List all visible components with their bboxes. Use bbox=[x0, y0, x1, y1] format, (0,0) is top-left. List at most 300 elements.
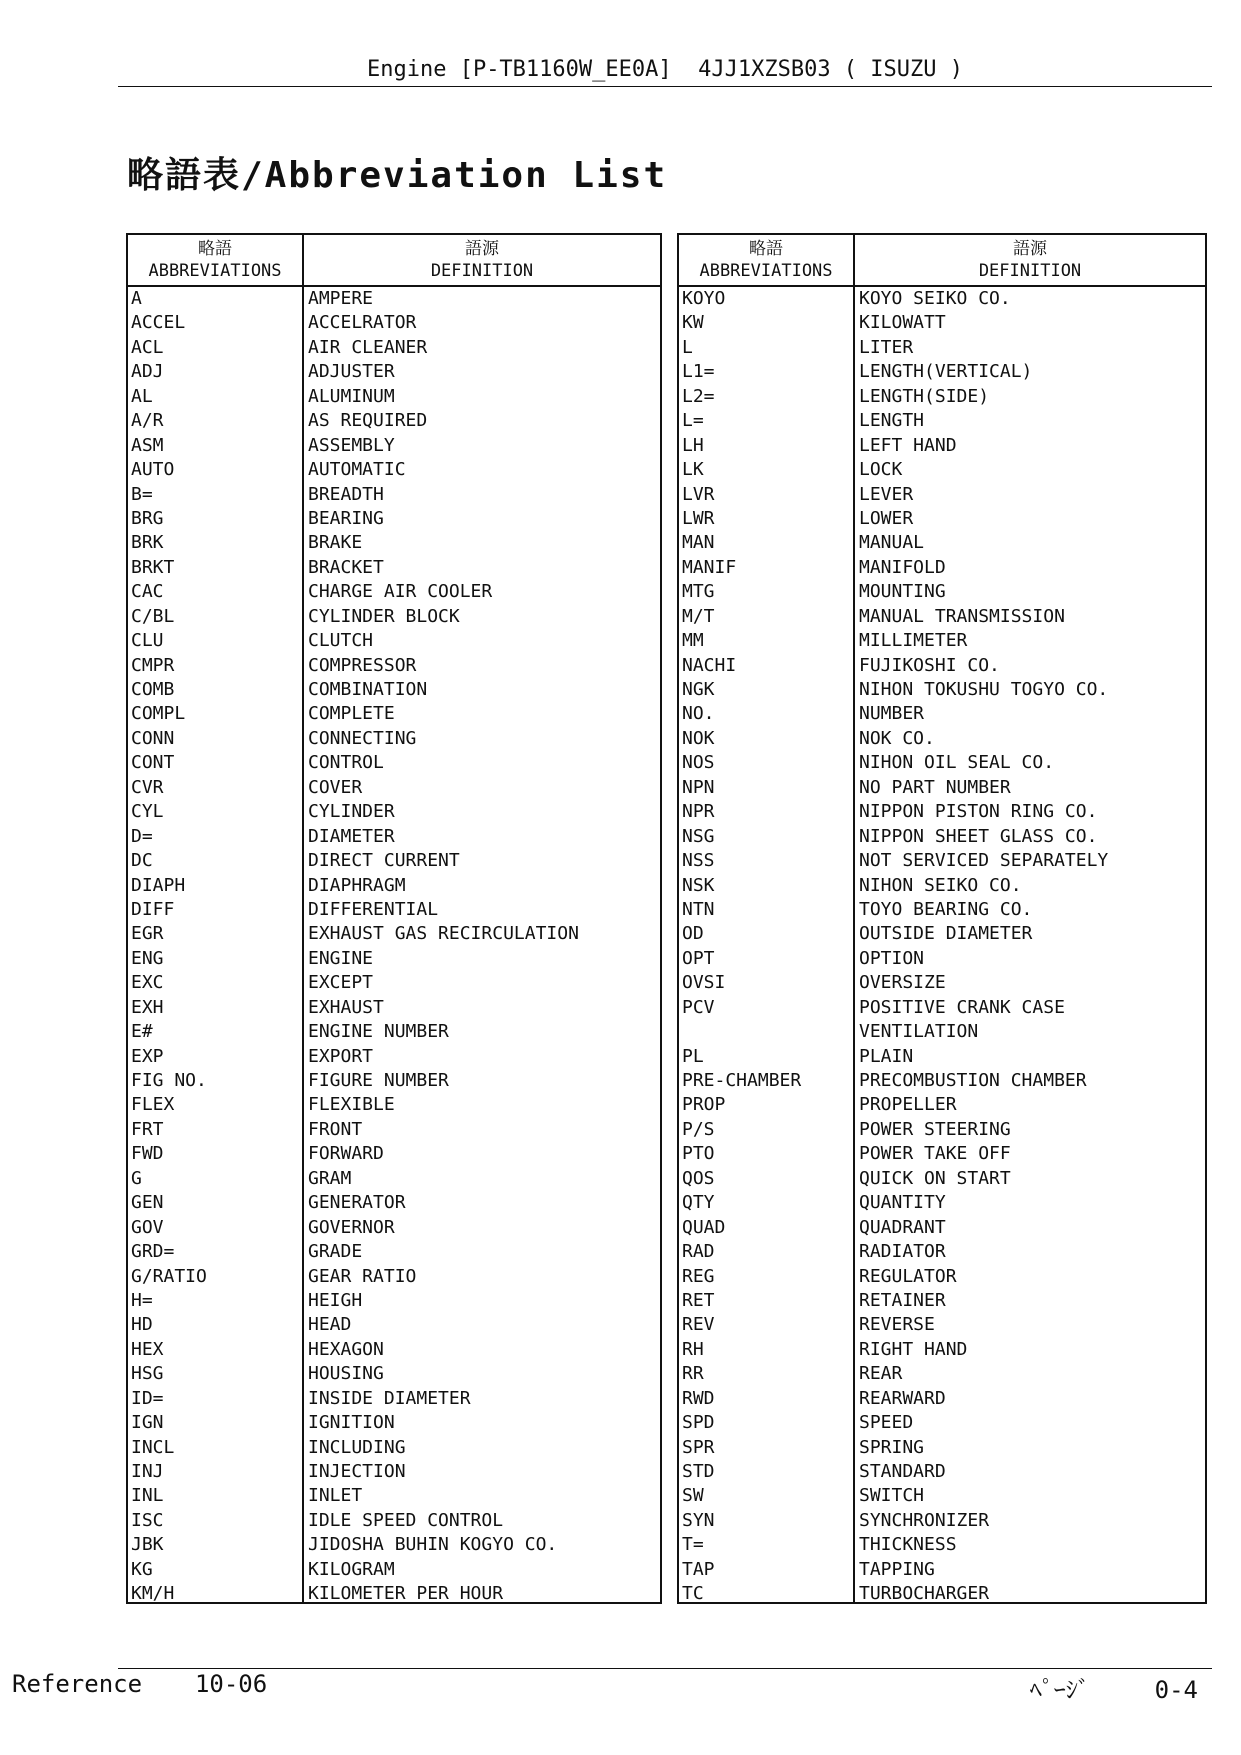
abbreviation-cell: KOYO bbox=[682, 288, 726, 309]
abbreviation-cell: NO. bbox=[682, 703, 715, 725]
table-row bbox=[128, 531, 660, 555]
definition-cell: AUTOMATIC bbox=[308, 459, 406, 481]
table-row bbox=[128, 507, 660, 531]
definition-cell: RADIATOR bbox=[859, 1241, 946, 1263]
table-row bbox=[128, 1093, 660, 1117]
table-row bbox=[128, 1142, 660, 1166]
abbreviation-cell: INJ bbox=[131, 1461, 164, 1482]
definition-cell: DIRECT CURRENT bbox=[308, 850, 460, 872]
abbreviation-cell: REV bbox=[682, 1314, 715, 1336]
footer-page bbox=[1030, 1670, 1198, 1705]
table-row bbox=[128, 1411, 660, 1435]
footer-rule bbox=[118, 1668, 1212, 1669]
table-row bbox=[679, 1313, 1205, 1337]
definition-cell: LITER bbox=[859, 336, 914, 358]
abbreviation-cell: SYN bbox=[682, 1509, 715, 1531]
table-row bbox=[679, 1240, 1205, 1264]
abbreviation-cell: NOK bbox=[682, 727, 715, 749]
definition-cell: AS REQUIRED bbox=[308, 410, 428, 432]
abbreviation-cell: QOS bbox=[682, 1167, 715, 1189]
abbreviation-cell: H= bbox=[131, 1289, 153, 1311]
definition-cell: NIPPON PISTON RING CO. bbox=[859, 801, 1098, 823]
abbreviation-cell: DIFF bbox=[131, 898, 175, 920]
abbreviation-cell: COMB bbox=[131, 679, 175, 700]
table-row bbox=[679, 678, 1205, 702]
definition-cell: PLAIN bbox=[859, 1045, 914, 1067]
abbreviation-cell: ISC bbox=[131, 1509, 164, 1531]
abbreviation-cell: PL bbox=[682, 1045, 704, 1067]
abbreviation-cell: CLU bbox=[131, 630, 164, 652]
table-row bbox=[128, 971, 660, 995]
definition-cell: GOVERNOR bbox=[308, 1216, 395, 1238]
abbreviation-cell: HD bbox=[131, 1314, 153, 1336]
abbreviation-cell: BRG bbox=[131, 507, 164, 529]
abbreviation-cell: REG bbox=[682, 1265, 715, 1287]
column-divider bbox=[853, 287, 855, 1604]
definition-cell: THICKNESS bbox=[859, 1534, 957, 1556]
abbreviation-cell: M/T bbox=[682, 605, 715, 627]
abbreviation-cell: OPT bbox=[682, 947, 715, 969]
abbreviation-cell: AL bbox=[131, 385, 153, 407]
abbr-header-en: ABBREVIATIONS bbox=[699, 261, 833, 281]
table-row bbox=[128, 898, 660, 922]
table-header bbox=[679, 235, 1205, 287]
definition-cell: QUADRANT bbox=[859, 1216, 946, 1238]
definition-cell: RIGHT HAND bbox=[859, 1338, 968, 1360]
abbreviation-cell: CONT bbox=[131, 752, 175, 774]
definition-cell: COMBINATION bbox=[308, 679, 428, 700]
abbreviation-cell: A bbox=[131, 288, 142, 309]
table-row bbox=[128, 287, 660, 311]
abbreviation-cell: G bbox=[131, 1167, 142, 1189]
table-row bbox=[679, 1289, 1205, 1313]
table-row bbox=[128, 1338, 660, 1362]
table-header bbox=[128, 235, 660, 287]
abbreviation-cell: SW bbox=[682, 1485, 704, 1507]
abbreviation-cell: EXH bbox=[131, 996, 164, 1018]
table-row bbox=[679, 311, 1205, 335]
definition-cell: NOT SERVICED SEPARATELY bbox=[859, 850, 1109, 872]
table-row bbox=[128, 654, 660, 678]
definition-cell: MILLIMETER bbox=[859, 630, 968, 652]
table-row bbox=[128, 556, 660, 580]
definition-cell: FIGURE NUMBER bbox=[308, 1070, 449, 1091]
abbreviation-cell: TAP bbox=[682, 1558, 715, 1580]
definition-cell: ENGINE NUMBER bbox=[308, 1021, 449, 1043]
abbreviation-cell: C/BL bbox=[131, 605, 175, 627]
table-row bbox=[128, 922, 660, 946]
column-divider bbox=[302, 287, 304, 1604]
table-row bbox=[679, 702, 1205, 726]
definition-cell: INSIDE DIAMETER bbox=[308, 1387, 471, 1409]
table-row bbox=[679, 1387, 1205, 1411]
definition-cell: BRACKET bbox=[308, 556, 384, 578]
table-row bbox=[128, 336, 660, 360]
abbreviation-cell: EXC bbox=[131, 972, 164, 994]
abbreviation-cell: ASM bbox=[131, 434, 164, 456]
abbreviation-cell: L bbox=[682, 336, 693, 358]
abbreviation-cell: ACCEL bbox=[131, 312, 186, 334]
table-row bbox=[128, 702, 660, 726]
abbreviation-cell: OD bbox=[682, 923, 704, 945]
definition-cell: JIDOSHA BUHIN KOGYO CO. bbox=[308, 1534, 558, 1556]
table-row bbox=[679, 849, 1205, 873]
definition-cell: ALUMINUM bbox=[308, 385, 395, 407]
definition-cell: REAR bbox=[859, 1363, 903, 1385]
definition-cell: POWER STEERING bbox=[859, 1118, 1011, 1140]
table-row bbox=[679, 1484, 1205, 1508]
table-row bbox=[128, 1191, 660, 1215]
definition-cell: COMPLETE bbox=[308, 703, 395, 725]
definition-cell: DIAPHRAGM bbox=[308, 874, 406, 896]
table-row bbox=[679, 483, 1205, 507]
abbreviation-cell: SPR bbox=[682, 1436, 715, 1458]
table-row bbox=[679, 1338, 1205, 1362]
definition-cell: GEAR RATIO bbox=[308, 1265, 417, 1287]
abbreviation-cell: JBK bbox=[131, 1534, 164, 1556]
table-row bbox=[679, 580, 1205, 604]
definition-cell: KILOGRAM bbox=[308, 1558, 395, 1580]
definition-cell: RETAINER bbox=[859, 1289, 946, 1311]
definition-cell: NUMBER bbox=[859, 703, 925, 725]
definition-cell: KILOWATT bbox=[859, 312, 946, 334]
table-row bbox=[679, 751, 1205, 775]
definition-cell: LOWER bbox=[859, 507, 914, 529]
abbreviation-cell: BRK bbox=[131, 532, 164, 554]
table-row bbox=[679, 727, 1205, 751]
definition-cell: NIPPON SHEET GLASS CO. bbox=[859, 825, 1098, 847]
table-row bbox=[679, 825, 1205, 849]
abbreviation-cell: MAN bbox=[682, 532, 715, 554]
abbreviation-cell: NPR bbox=[682, 801, 715, 823]
page-header bbox=[118, 56, 1212, 87]
definition-cell: MOUNTING bbox=[859, 581, 946, 603]
abbreviation-cell: IGN bbox=[131, 1412, 164, 1434]
definition-cell: REARWARD bbox=[859, 1387, 946, 1409]
table-row bbox=[128, 751, 660, 775]
abbreviation-cell: LH bbox=[682, 434, 704, 456]
abbreviation-cell: EXP bbox=[131, 1045, 164, 1067]
abbr-header-ja: 略語 bbox=[749, 239, 783, 259]
table-row bbox=[679, 1216, 1205, 1240]
table-row bbox=[679, 947, 1205, 971]
table-row bbox=[128, 311, 660, 335]
table-row bbox=[679, 1582, 1205, 1606]
table-row bbox=[679, 360, 1205, 384]
abbreviation-cell: NSS bbox=[682, 850, 715, 872]
abbreviation-cell: INCL bbox=[131, 1436, 175, 1458]
table-row bbox=[679, 1411, 1205, 1435]
page-number: 0-4 bbox=[1154, 1676, 1198, 1704]
table-row bbox=[679, 1558, 1205, 1582]
table-row bbox=[679, 874, 1205, 898]
abbreviation-cell: LWR bbox=[682, 507, 715, 529]
table-row bbox=[128, 800, 660, 824]
definition-cell: LENGTH(VERTICAL) bbox=[859, 361, 1033, 383]
abbr-header-ja: 略語 bbox=[198, 239, 232, 259]
definition-cell: CONNECTING bbox=[308, 727, 417, 749]
table-body bbox=[128, 287, 660, 1604]
abbreviation-cell: RH bbox=[682, 1338, 704, 1360]
definition-cell: INCLUDING bbox=[308, 1436, 406, 1458]
table-row bbox=[128, 996, 660, 1020]
definition-cell: ACCELRATOR bbox=[308, 312, 417, 334]
table-row bbox=[128, 825, 660, 849]
definition-cell: EXHAUST bbox=[308, 996, 384, 1018]
abbreviation-cell: STD bbox=[682, 1461, 715, 1482]
definition-cell: MANIFOLD bbox=[859, 556, 946, 578]
abbreviation-cell: MM bbox=[682, 630, 704, 652]
definition-cell: SPEED bbox=[859, 1412, 914, 1434]
abbreviation-cell: NOS bbox=[682, 752, 715, 774]
header-title: Engine [P-TB1160W_EE0A] 4JJ1XZSB03 ( ISUZU ) bbox=[366, 57, 964, 82]
table-row bbox=[128, 1020, 660, 1044]
definition-cell: STANDARD bbox=[859, 1461, 946, 1482]
definition-cell: HEIGH bbox=[308, 1289, 363, 1311]
abbreviation-cell: HEX bbox=[131, 1338, 164, 1360]
abbreviation-cell: HSG bbox=[131, 1363, 164, 1385]
definition-cell: COVER bbox=[308, 776, 363, 798]
definition-cell: ASSEMBLY bbox=[308, 434, 395, 456]
definition-cell: CONTROL bbox=[308, 752, 384, 774]
table-row bbox=[128, 1436, 660, 1460]
table-row bbox=[679, 1533, 1205, 1557]
table-row bbox=[679, 1460, 1205, 1484]
definition-cell: POSITIVE CRANK CASE bbox=[859, 996, 1065, 1018]
definition-cell: DIFFERENTIAL bbox=[308, 898, 439, 920]
abbreviation-cell bbox=[679, 1020, 855, 1044]
table-row bbox=[679, 1020, 1205, 1044]
table-row bbox=[679, 1436, 1205, 1460]
table-row bbox=[128, 629, 660, 653]
abbreviation-cell: RR bbox=[682, 1363, 704, 1385]
definition-cell: FRONT bbox=[308, 1118, 363, 1140]
definition-cell: MANUAL TRANSMISSION bbox=[859, 605, 1065, 627]
table-row bbox=[128, 1313, 660, 1337]
definition-cell: CYLINDER BLOCK bbox=[308, 605, 460, 627]
definition-cell: MANUAL bbox=[859, 532, 925, 554]
definition-cell: OPTION bbox=[859, 947, 925, 969]
table-row bbox=[679, 1167, 1205, 1191]
abbreviation-cell: OVSI bbox=[682, 972, 726, 994]
abbreviation-cell: DIAPH bbox=[131, 874, 186, 896]
table-row bbox=[679, 1362, 1205, 1386]
definition-cell: BREADTH bbox=[308, 483, 384, 505]
abbreviation-table-right bbox=[677, 233, 1207, 1604]
table-row bbox=[128, 776, 660, 800]
table-row bbox=[679, 409, 1205, 433]
abbreviation-cell: ENG bbox=[131, 947, 164, 969]
definition-cell: EXCEPT bbox=[308, 972, 374, 994]
table-row bbox=[679, 776, 1205, 800]
abbreviation-cell: FLEX bbox=[131, 1094, 175, 1116]
abbreviation-cell: PTO bbox=[682, 1143, 715, 1165]
abbreviation-cell: FRT bbox=[131, 1118, 164, 1140]
table-row bbox=[128, 605, 660, 629]
definition-cell: QUICK ON START bbox=[859, 1167, 1011, 1189]
definition-cell: TAPPING bbox=[859, 1558, 935, 1580]
definition-cell: GRAM bbox=[308, 1167, 352, 1189]
definition-cell: BEARING bbox=[308, 507, 384, 529]
table-row bbox=[679, 287, 1205, 311]
abbreviation-cell: CVR bbox=[131, 776, 164, 798]
definition-cell: LENGTH bbox=[859, 410, 925, 432]
table-row bbox=[128, 1216, 660, 1240]
table-body bbox=[679, 287, 1205, 1604]
table-row bbox=[679, 434, 1205, 458]
definition-cell: HEAD bbox=[308, 1314, 352, 1336]
def-header-en: DEFINITION bbox=[430, 261, 534, 281]
abbreviation-cell: RET bbox=[682, 1289, 715, 1311]
table-row bbox=[128, 678, 660, 702]
definition-cell: EXPORT bbox=[308, 1045, 374, 1067]
definition-cell: IDLE SPEED CONTROL bbox=[308, 1509, 504, 1531]
definition-cell: KILOMETER PER HOUR bbox=[308, 1583, 504, 1605]
definition-cell: NIHON TOKUSHU TOGYO CO. bbox=[859, 679, 1109, 700]
table-row bbox=[128, 483, 660, 507]
definition-cell: FUJIKOSHI CO. bbox=[859, 654, 1000, 676]
abbreviation-cell: GEN bbox=[131, 1192, 164, 1214]
abbreviation-cell: NSG bbox=[682, 825, 715, 847]
table-row bbox=[679, 1265, 1205, 1289]
abbreviation-cell: ACL bbox=[131, 336, 164, 358]
def-header-ja: 語源 bbox=[465, 239, 499, 259]
table-row bbox=[679, 531, 1205, 555]
reference-label: Reference bbox=[12, 1670, 143, 1698]
abbreviation-cell: D= bbox=[131, 825, 153, 847]
definition-cell: CYLINDER bbox=[308, 801, 395, 823]
definition-cell: COMPRESSOR bbox=[308, 654, 417, 676]
abbreviation-cell: AUTO bbox=[131, 459, 175, 481]
definition-cell: KOYO SEIKO CO. bbox=[859, 288, 1011, 309]
table-row bbox=[679, 1045, 1205, 1069]
abbreviation-cell: L2= bbox=[682, 385, 715, 407]
table-row bbox=[679, 898, 1205, 922]
definition-cell: GENERATOR bbox=[308, 1192, 406, 1214]
definition-cell: EXHAUST GAS RECIRCULATION bbox=[308, 923, 579, 945]
abbreviation-cell: G/RATIO bbox=[131, 1265, 207, 1287]
abbreviation-cell: DC bbox=[131, 850, 153, 872]
table-row bbox=[679, 385, 1205, 409]
definition-cell: FORWARD bbox=[308, 1143, 384, 1165]
definition-cell: POWER TAKE OFF bbox=[859, 1143, 1011, 1165]
table-row bbox=[679, 629, 1205, 653]
abbreviation-cell: GRD= bbox=[131, 1241, 175, 1263]
table-row bbox=[128, 1265, 660, 1289]
definition-cell: VENTILATION bbox=[859, 1021, 979, 1043]
table-row bbox=[128, 1387, 660, 1411]
definition-cell: LOCK bbox=[859, 459, 903, 481]
table-row bbox=[679, 996, 1205, 1020]
abbreviation-cell: NGK bbox=[682, 679, 715, 700]
abbreviation-cell: GOV bbox=[131, 1216, 164, 1238]
table-row bbox=[679, 1093, 1205, 1117]
table-row bbox=[128, 580, 660, 604]
abbreviation-cell: A/R bbox=[131, 410, 164, 432]
definition-cell: QUANTITY bbox=[859, 1192, 946, 1214]
abbreviation-cell: KG bbox=[131, 1558, 153, 1580]
table-row bbox=[128, 849, 660, 873]
abbreviation-cell: CONN bbox=[131, 727, 175, 749]
abbreviation-cell: PRE-CHAMBER bbox=[682, 1070, 802, 1091]
definition-cell: HOUSING bbox=[308, 1363, 384, 1385]
definition-cell: NIHON OIL SEAL CO. bbox=[859, 752, 1055, 774]
definition-cell: OUTSIDE DIAMETER bbox=[859, 923, 1033, 945]
abbreviation-cell: KW bbox=[682, 312, 704, 334]
abbreviation-cell: RAD bbox=[682, 1241, 715, 1263]
reference-value: 10-06 bbox=[194, 1670, 268, 1698]
abbreviation-cell: LVR bbox=[682, 483, 715, 505]
table-row bbox=[679, 556, 1205, 580]
table-row bbox=[128, 1582, 660, 1606]
table-row bbox=[128, 1045, 660, 1069]
abbreviation-cell: CAC bbox=[131, 581, 164, 603]
table-row bbox=[128, 1118, 660, 1142]
definition-cell: OVERSIZE bbox=[859, 972, 946, 994]
table-row bbox=[679, 336, 1205, 360]
definition-cell: SWITCH bbox=[859, 1485, 925, 1507]
table-row bbox=[679, 1118, 1205, 1142]
definition-cell: LENGTH(SIDE) bbox=[859, 385, 990, 407]
definition-cell: HEXAGON bbox=[308, 1338, 384, 1360]
definition-cell: SYNCHRONIZER bbox=[859, 1509, 990, 1531]
table-row bbox=[128, 1484, 660, 1508]
definition-cell: CLUTCH bbox=[308, 630, 374, 652]
table-row bbox=[128, 1240, 660, 1264]
table-row bbox=[679, 1191, 1205, 1215]
abbreviation-cell: TC bbox=[682, 1583, 704, 1605]
table-row bbox=[128, 727, 660, 751]
table-row bbox=[679, 1509, 1205, 1533]
definition-cell: NIHON SEIKO CO. bbox=[859, 874, 1022, 896]
abbreviation-cell: PCV bbox=[682, 996, 715, 1018]
table-row bbox=[128, 1167, 660, 1191]
abbreviation-cell: COMPL bbox=[131, 703, 186, 725]
definition-cell: REVERSE bbox=[859, 1314, 935, 1336]
definition-cell: INJECTION bbox=[308, 1461, 406, 1482]
footer-reference bbox=[12, 1670, 267, 1698]
definition-cell: LEFT HAND bbox=[859, 434, 957, 456]
abbreviation-cell: CYL bbox=[131, 801, 164, 823]
table-row bbox=[679, 1142, 1205, 1166]
abbr-column-header bbox=[128, 235, 304, 285]
def-column-header bbox=[855, 235, 1205, 285]
table-row bbox=[128, 1069, 660, 1093]
table-row bbox=[679, 507, 1205, 531]
definition-cell: LEVER bbox=[859, 483, 914, 505]
abbreviation-cell: NSK bbox=[682, 874, 715, 896]
table-row bbox=[128, 1289, 660, 1313]
table-row bbox=[679, 922, 1205, 946]
table-row bbox=[128, 1460, 660, 1484]
definition-cell: AMPERE bbox=[308, 288, 374, 309]
definition-cell: BRAKE bbox=[308, 532, 363, 554]
definition-cell: NOK CO. bbox=[859, 727, 935, 749]
abbreviation-cell: FWD bbox=[131, 1143, 164, 1165]
definition-cell: DIAMETER bbox=[308, 825, 395, 847]
definition-cell: PRECOMBUSTION CHAMBER bbox=[859, 1070, 1087, 1091]
abbreviation-cell: QUAD bbox=[682, 1216, 726, 1238]
abbreviation-table-left bbox=[126, 233, 662, 1604]
abbreviation-cell: KM/H bbox=[131, 1583, 175, 1605]
table-row bbox=[679, 605, 1205, 629]
abbreviation-cell: BRKT bbox=[131, 556, 175, 578]
abbreviation-cell: P/S bbox=[682, 1118, 715, 1140]
table-row bbox=[128, 434, 660, 458]
def-column-header bbox=[304, 235, 660, 285]
table-row bbox=[679, 458, 1205, 482]
abbreviation-cell: EGR bbox=[131, 923, 164, 945]
